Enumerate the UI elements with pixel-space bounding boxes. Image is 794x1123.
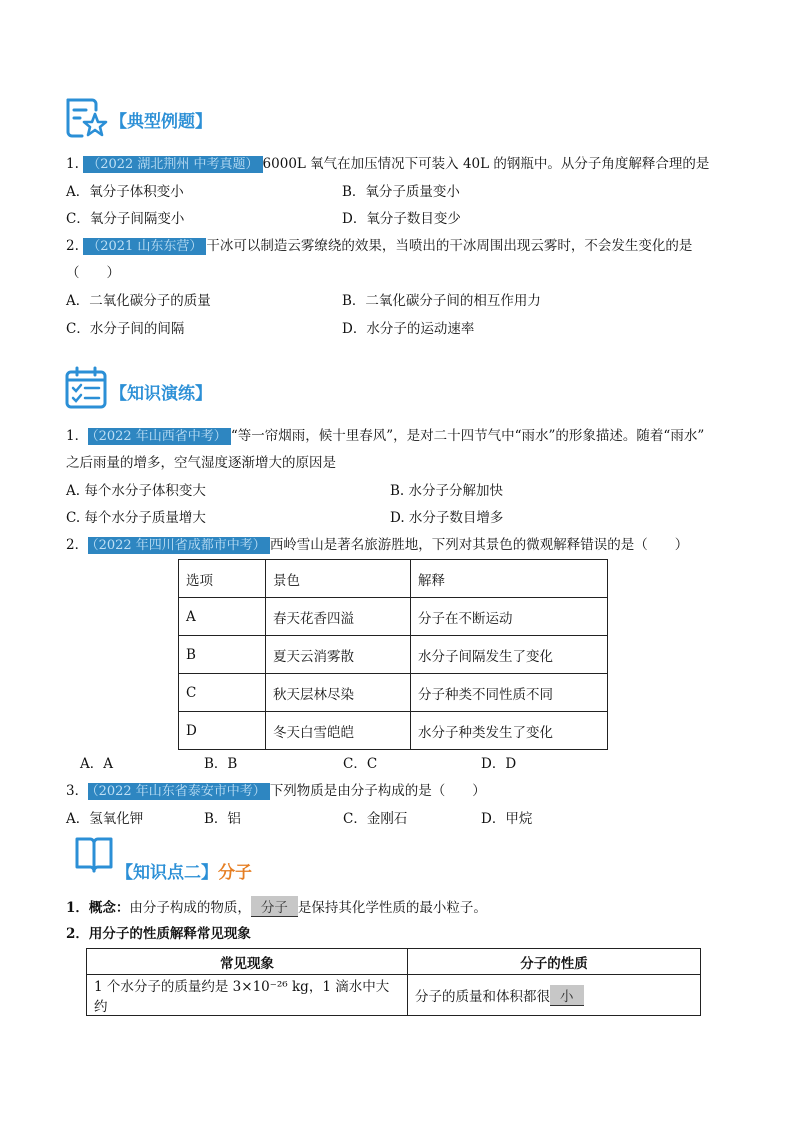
question-stem: 下列物质是由分子构成的是（ ） bbox=[269, 783, 486, 799]
fill-blank: 分子 bbox=[251, 896, 298, 917]
option-d: D．D bbox=[481, 756, 517, 772]
question-number: 2． bbox=[66, 537, 89, 553]
option-c: C．C bbox=[343, 756, 378, 772]
option-c: C．氧分子间隔变小 bbox=[66, 211, 185, 227]
option-c: C．水分子间的间隔 bbox=[66, 321, 185, 337]
checklist-calendar-icon bbox=[64, 366, 108, 410]
star-list-icon bbox=[64, 96, 108, 140]
table-cell: 1 个水分子的质量约是 3×10⁻²⁶ kg，1 滴水中大约 bbox=[87, 975, 408, 1016]
table-cell: 水分子间隔发生了变化 bbox=[411, 636, 608, 674]
option-d: D．水分子的运动速率 bbox=[342, 321, 475, 337]
question-number: 2. bbox=[66, 238, 79, 254]
source-tag: （2022 年山西省中考） bbox=[88, 428, 231, 445]
concept-label: 1．概念： bbox=[66, 900, 130, 916]
question-stem: 干冰可以制造云雾缭绕的效果，当喷出的干冰周围出现云雾时，不会发生变化的是 bbox=[206, 238, 693, 254]
section-title-practice: 【知识演练】 bbox=[110, 384, 212, 404]
table-cell: D bbox=[179, 712, 266, 750]
table-header: 解释 bbox=[411, 560, 608, 598]
question-1 bbox=[66, 152, 709, 172]
question-2 bbox=[66, 234, 692, 254]
option-d: D. 水分子数目增多 bbox=[390, 510, 504, 526]
question-stem: 6000L 氧气在加压情况下可装入 40L 的钢瓶中。从分子角度解释合理的是 bbox=[262, 156, 710, 172]
table-header: 分子的性质 bbox=[408, 949, 701, 975]
question-number: 1． bbox=[66, 428, 89, 444]
question-stem: “等一帘烟雨，候十里春风”，是对二十四节气中“雨水”的形象描述。随着“雨水” bbox=[230, 428, 705, 444]
table-header: 选项 bbox=[179, 560, 266, 598]
concept-line bbox=[66, 896, 487, 917]
table-row bbox=[179, 636, 608, 674]
answer-bracket: （ ） bbox=[66, 265, 120, 281]
table-header: 景色 bbox=[266, 560, 411, 598]
option-a: A．二氧化碳分子的质量 bbox=[66, 293, 211, 309]
option-c: C. 每个水分子质量增大 bbox=[66, 510, 206, 526]
option-d: D．甲烷 bbox=[481, 811, 533, 827]
table-cell: 分子在不断运动 bbox=[411, 598, 608, 636]
table-header-row bbox=[179, 560, 608, 598]
table-cell bbox=[408, 975, 701, 1016]
option-b: B．铝 bbox=[204, 811, 241, 827]
option-b: B．B bbox=[204, 756, 238, 772]
option-b: B．二氧化碳分子间的相互作用力 bbox=[342, 293, 541, 309]
table-cell: 分子种类不同性质不同 bbox=[411, 674, 608, 712]
section-title-accent: 分子 bbox=[218, 863, 252, 883]
table-cell: A bbox=[179, 598, 266, 636]
table-header-row bbox=[87, 949, 701, 975]
source-tag: （2021 山东东营） bbox=[83, 238, 206, 255]
question-1 bbox=[66, 424, 704, 444]
question-stem-cont: 之后雨量的增多，空气湿度逐渐增大的原因是 bbox=[66, 455, 336, 471]
scenery-table bbox=[178, 559, 608, 750]
book-icon bbox=[74, 836, 114, 874]
option-d: D．氧分子数目变少 bbox=[342, 211, 461, 227]
option-a: A．氧分子体积变小 bbox=[66, 184, 184, 200]
section-title-examples: 【典型例题】 bbox=[110, 112, 212, 132]
option-c: C．金刚石 bbox=[343, 811, 408, 827]
table-cell: 水分子种类发生了变化 bbox=[411, 712, 608, 750]
fill-blank: 小 bbox=[550, 985, 584, 1006]
option-a: A．氢氧化钾 bbox=[66, 811, 144, 827]
question-stem: 西岭雪山是著名旅游胜地，下列对其景色的微观解释错误的是（ ） bbox=[269, 537, 689, 553]
option-b: B．氧分子质量变小 bbox=[342, 184, 460, 200]
property-table bbox=[86, 948, 701, 1016]
table-cell: B bbox=[179, 636, 266, 674]
table-header: 常见现象 bbox=[87, 949, 408, 975]
option-a: A. 每个水分子体积变大 bbox=[66, 483, 206, 499]
table-cell: C bbox=[179, 674, 266, 712]
section-title-knowledge bbox=[116, 858, 252, 883]
source-tag: （2022 年四川省成都市中考） bbox=[88, 537, 270, 554]
question-number: 1. bbox=[66, 156, 79, 172]
table-cell: 秋天层林尽染 bbox=[266, 674, 411, 712]
section-title-label: 【知识点二】 bbox=[116, 863, 218, 883]
question-3 bbox=[66, 779, 486, 799]
question-number: 3． bbox=[66, 783, 89, 799]
concept-text: 由分子构成的物质， bbox=[129, 900, 251, 916]
table-row bbox=[87, 975, 701, 1016]
subheading: 2．用分子的性质解释常见现象 bbox=[66, 926, 251, 942]
table-cell: 冬天白雪皑皑 bbox=[266, 712, 411, 750]
question-2 bbox=[66, 533, 688, 553]
table-row bbox=[179, 598, 608, 636]
table-row bbox=[179, 674, 608, 712]
option-b: B. 水分子分解加快 bbox=[390, 483, 504, 499]
option-a: A．A bbox=[80, 756, 113, 772]
table-cell: 夏天云消雾散 bbox=[266, 636, 411, 674]
table-cell: 春天花香四溢 bbox=[266, 598, 411, 636]
concept-text: 是保持其化学性质的最小粒子。 bbox=[297, 900, 487, 916]
cell-text: 分子的质量和体积都很 bbox=[415, 988, 550, 1005]
source-tag: （2022 湖北荆州 中考真题） bbox=[83, 156, 262, 173]
source-tag: （2022 年山东省泰安市中考） bbox=[88, 783, 270, 800]
table-row bbox=[179, 712, 608, 750]
